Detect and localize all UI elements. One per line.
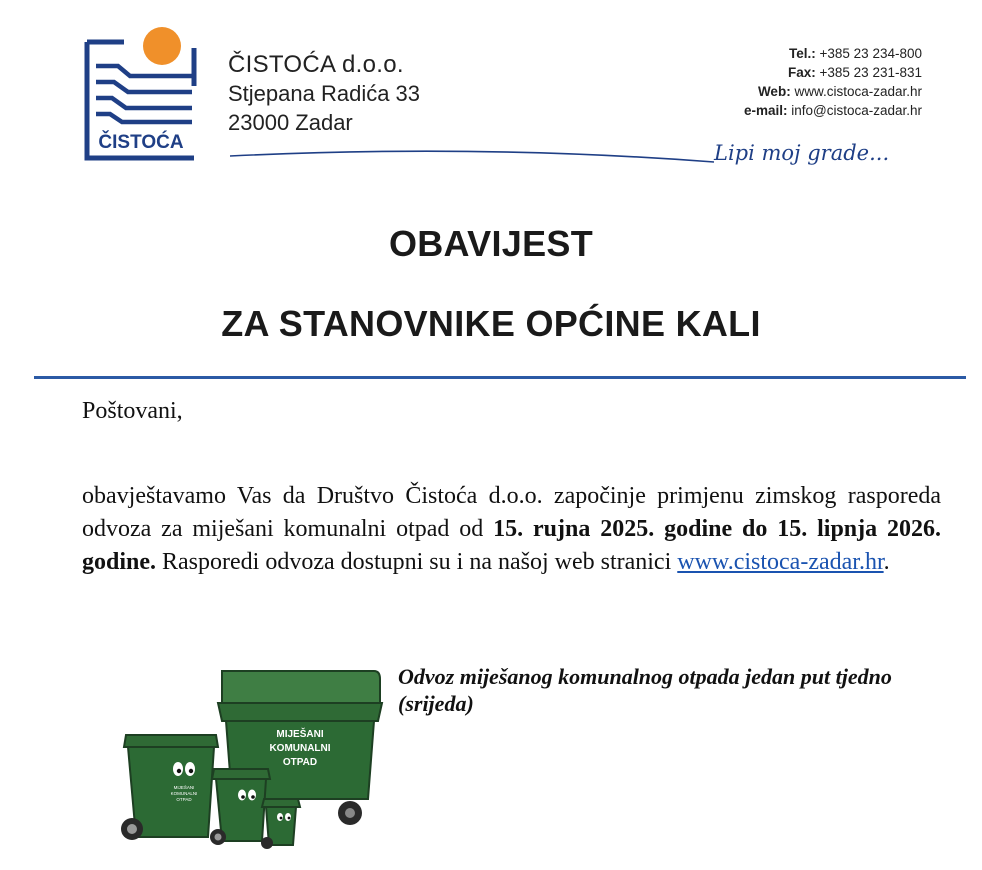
header-swoosh-line <box>228 140 718 170</box>
collection-schedule-note: Odvoz miješanog komunalnog otpada jedan put tjedno (srijeda) <box>398 664 892 716</box>
logo-steps <box>96 66 192 122</box>
contact-block <box>744 44 922 120</box>
contact-tel: Tel.: +385 23 234-800 <box>789 46 922 61</box>
notice-paragraph: obavještavamo Vas da Društvo Čistoća d.o.o. započinje primjenu zimskog rasporeda odvoza za miješani komunalni otpad od 15. rujna 2025. godine do 15. lipnja 2026. godine. Rasporedi odvoza dostupni su i na našoj web stranici www.cistoca-zadar.hr. <box>82 483 941 575</box>
logo-sun-icon <box>143 27 181 65</box>
contact-email: e-mail: info@cistoca-zadar.hr <box>743 103 922 118</box>
divider <box>34 376 966 379</box>
company-logo <box>84 26 204 162</box>
svg-text:KOMUNALNI: KOMUNALNI <box>170 791 198 796</box>
contact-web: Web: www.cistoca-zadar.hr <box>757 84 922 99</box>
greeting: Poštovani, <box>82 398 183 424</box>
contact-fax: Fax: +385 23 231-831 <box>787 65 922 80</box>
logo-text: ČISTOĆA <box>98 132 184 153</box>
slogan: Lipi moj grade... <box>714 141 890 165</box>
logo-graphic <box>84 26 204 162</box>
svg-text:OTPAD: OTPAD <box>176 797 192 802</box>
svg-text:KOMUNALNI: KOMUNALNI <box>269 743 331 754</box>
bin-large-icon <box>121 735 218 840</box>
date-range: 15. rujna 2025. godine do 15. lipnja 2026. godine. <box>82 516 941 575</box>
title-line-2: ZA STANOVNIKE OPĆINE KALI <box>221 303 761 344</box>
waste-bins-illustration <box>118 665 388 855</box>
company-name: ČISTOĆA d.o.o. <box>228 51 404 78</box>
title-line-1: OBAVIJEST <box>388 223 594 264</box>
address-street: Stjepana Radića 33 <box>228 81 421 106</box>
svg-text:MIJEŠANI: MIJEŠANI <box>173 785 195 790</box>
address-city: 23000 Zadar <box>228 110 353 135</box>
company-info <box>228 50 420 137</box>
website-link[interactable]: www.cistoca-zadar.hr <box>677 549 884 575</box>
bin-small-icon <box>261 799 300 849</box>
svg-text:OTPAD: OTPAD <box>282 757 318 768</box>
svg-text:MIJEŠANI: MIJEŠANI <box>276 729 324 740</box>
